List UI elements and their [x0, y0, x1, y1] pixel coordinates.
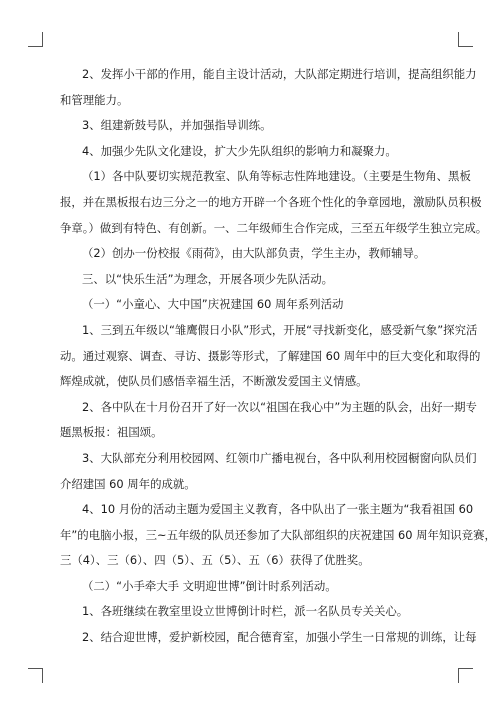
document-body [60, 62, 496, 651]
crop-mark-top-left [28, 32, 43, 47]
text-line: （2）创办一份校报《雨荷》，由大队部负责，学生主办，教师辅导。 [82, 246, 426, 261]
text-line: 年”的电脑小报，三~五年级的队员还参加了大队部组织的庆祝建国 60 周年知识竞赛， [60, 527, 496, 542]
text-line: 动。通过观察、调查、寻访、摄影等形式，了解建国 60 周年中的巨大变化和取得的 [60, 348, 481, 363]
text-line: 和管理能力。 [60, 92, 129, 107]
text-line: 三（4）、三（6）、四（5）、五（5）、五（6）获得了优胜奖。 [60, 553, 370, 568]
text-line: 介绍建国 60 周年的成就。 [60, 476, 196, 491]
text-line: 3、大队部充分利用校园网、红领巾广播电视台，各中队利用校园橱窗向队员们 [82, 450, 477, 465]
text-line: 1、三到五年级以“雏鹰假日小队”形式，开展“寻找新变化，感受新气象”探究活 [82, 322, 478, 337]
text-line: 2、各中队在十月份召开了好一次以“祖国在我心中”为主题的队会，出好一期专 [82, 399, 477, 414]
text-line: 报，并在黑板报右边三分之一的地方开辟一个各班个性化的争章园地，激励队员积极 [60, 194, 482, 209]
text-line: 4、10 月份的活动主题为爱国主义教育，各中队出了一张主题为“我看祖国 60 [82, 502, 474, 517]
text-line: （二）“小手牵大手 文明迎世博”倒计时系列活动。 [82, 578, 337, 593]
text-line: 4、加强少先队文化建设，扩大少先队组织的影响力和凝聚力。 [82, 143, 397, 158]
text-line: 3、组建新鼓号队，并加强指导训练。 [82, 118, 272, 133]
text-line: 辉煌成就，使队员们感悟幸福生活，不断激发爱国主义情感。 [60, 374, 368, 389]
crop-mark-top-right [458, 32, 473, 47]
text-line: 1、各班继续在教室里设立世博倒计时栏，派一名队员专关关心。 [82, 604, 409, 619]
text-line: 2、结合迎世博，爱护新校园，配合德育室，加强小学生一日常规的训练，让每 [82, 630, 477, 645]
text-line: （一）“小童心、大中国”庆祝建国 60 周年系列活动 [82, 297, 344, 312]
text-line: 三、以“快乐生活”为理念，开展各项少先队活动。 [82, 271, 334, 286]
text-line: （1）各中队要切实规范教室、队角等标志性阵地建设。（主要是生物角、黑板 [82, 169, 471, 184]
crop-mark-bottom-right [458, 668, 473, 683]
crop-mark-bottom-left [28, 668, 43, 683]
text-line: 2、发挥小干部的作用，能自主设计活动，大队部定期进行培训，提高组织能力 [82, 67, 477, 81]
text-line: 争章。）做到有特色、有创新。一、二年级师生合作完成，三至五年级学生独立完成。 [60, 220, 488, 235]
text-line: 题黑板报：祖国颂。 [60, 425, 163, 440]
